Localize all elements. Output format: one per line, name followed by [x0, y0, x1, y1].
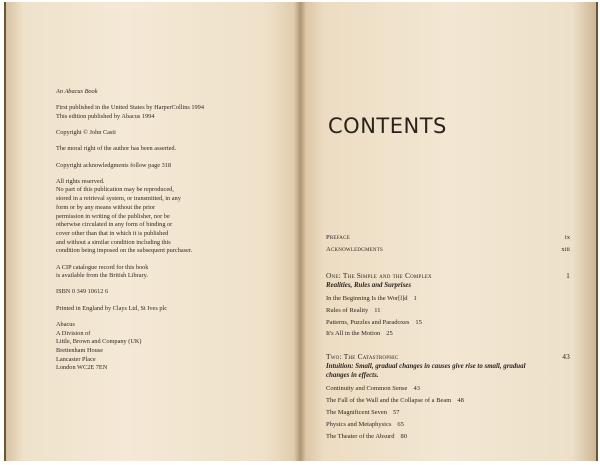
part-two-subtitle: Intuition: Small, gradual changes in causes give rise to small, gradual changes in effects. — [326, 363, 526, 379]
copyright-line: Copyright © John Casti — [56, 129, 116, 137]
contents-page — [300, 2, 598, 461]
copyright-page — [4, 2, 302, 461]
printer-line: Printed in England by Clays Ltd, St Ives plc — [56, 304, 168, 312]
acknowledgments-line: Copyright acknowledgments follow page 318 — [56, 161, 172, 169]
toc-chapter: The Magnificent Seven 57 — [326, 409, 400, 416]
publication-history: First published in the United States by HarperCollins 1994 This edition published by Abacus 1994 — [56, 104, 204, 120]
toc-entry-acknowledgments: Acknowledgments xiii — [326, 246, 570, 253]
contents-heading: CONTENTS — [328, 114, 447, 138]
toc-chapter: Patterns, Puzzles and Paradoxes 15 — [326, 319, 422, 326]
part-one-subtitle: Realities, Rules and Surprises — [326, 282, 412, 289]
book-spread — [4, 2, 596, 461]
toc-chapter: Rules of Reality 11 — [326, 307, 381, 314]
isbn-line: ISBN 0 349 10612 6 — [56, 288, 109, 296]
toc-chapter: The Theater of the Absurd 80 — [326, 433, 407, 440]
toc-entry-preface: Preface ix — [326, 234, 570, 241]
toc-chapter: Physics and Metaphysics 65 — [326, 421, 404, 428]
toc-chapter: The Fall of the Wall and the Collapse of a Beam 48 — [326, 397, 464, 404]
cip-notice: A CIP catalogue record for this book is available from the British Library. — [56, 263, 149, 280]
copyright-text-block — [56, 88, 286, 381]
imprint-line: An Abacus Book — [56, 88, 98, 95]
part-two-heading: Two: The Catastrophic 43 — [326, 352, 570, 361]
book-gutter — [294, 2, 306, 461]
toc-chapter: Continuity and Common Sense 43 — [326, 385, 420, 392]
toc-chapter: It's All in the Motion 25 — [326, 330, 393, 337]
part-one-heading: One: The Simple and the Complex 1 — [326, 271, 570, 280]
moral-right-line: The moral right of the author has been asserted. — [56, 145, 177, 153]
toc-chapter: In the Beginning Is the Wor[l]d 1 — [326, 295, 417, 302]
rights-notice: All rights reserved. No part of this publication may be reproduced, stored in a retrieval system, or transmitted, in any form or by any means without the prior permission in writing of the publisher, nor be otherwise circulated in any form of binding or cover other than that in which it is published and without a similar condition including this condition being imposed on the subsequent purchaser. — [56, 177, 193, 255]
publisher-address: Abacus A Division of Little, Brown and Company (UK) Brettenham House Lancaster Place London WC2E 7EN — [56, 320, 142, 372]
